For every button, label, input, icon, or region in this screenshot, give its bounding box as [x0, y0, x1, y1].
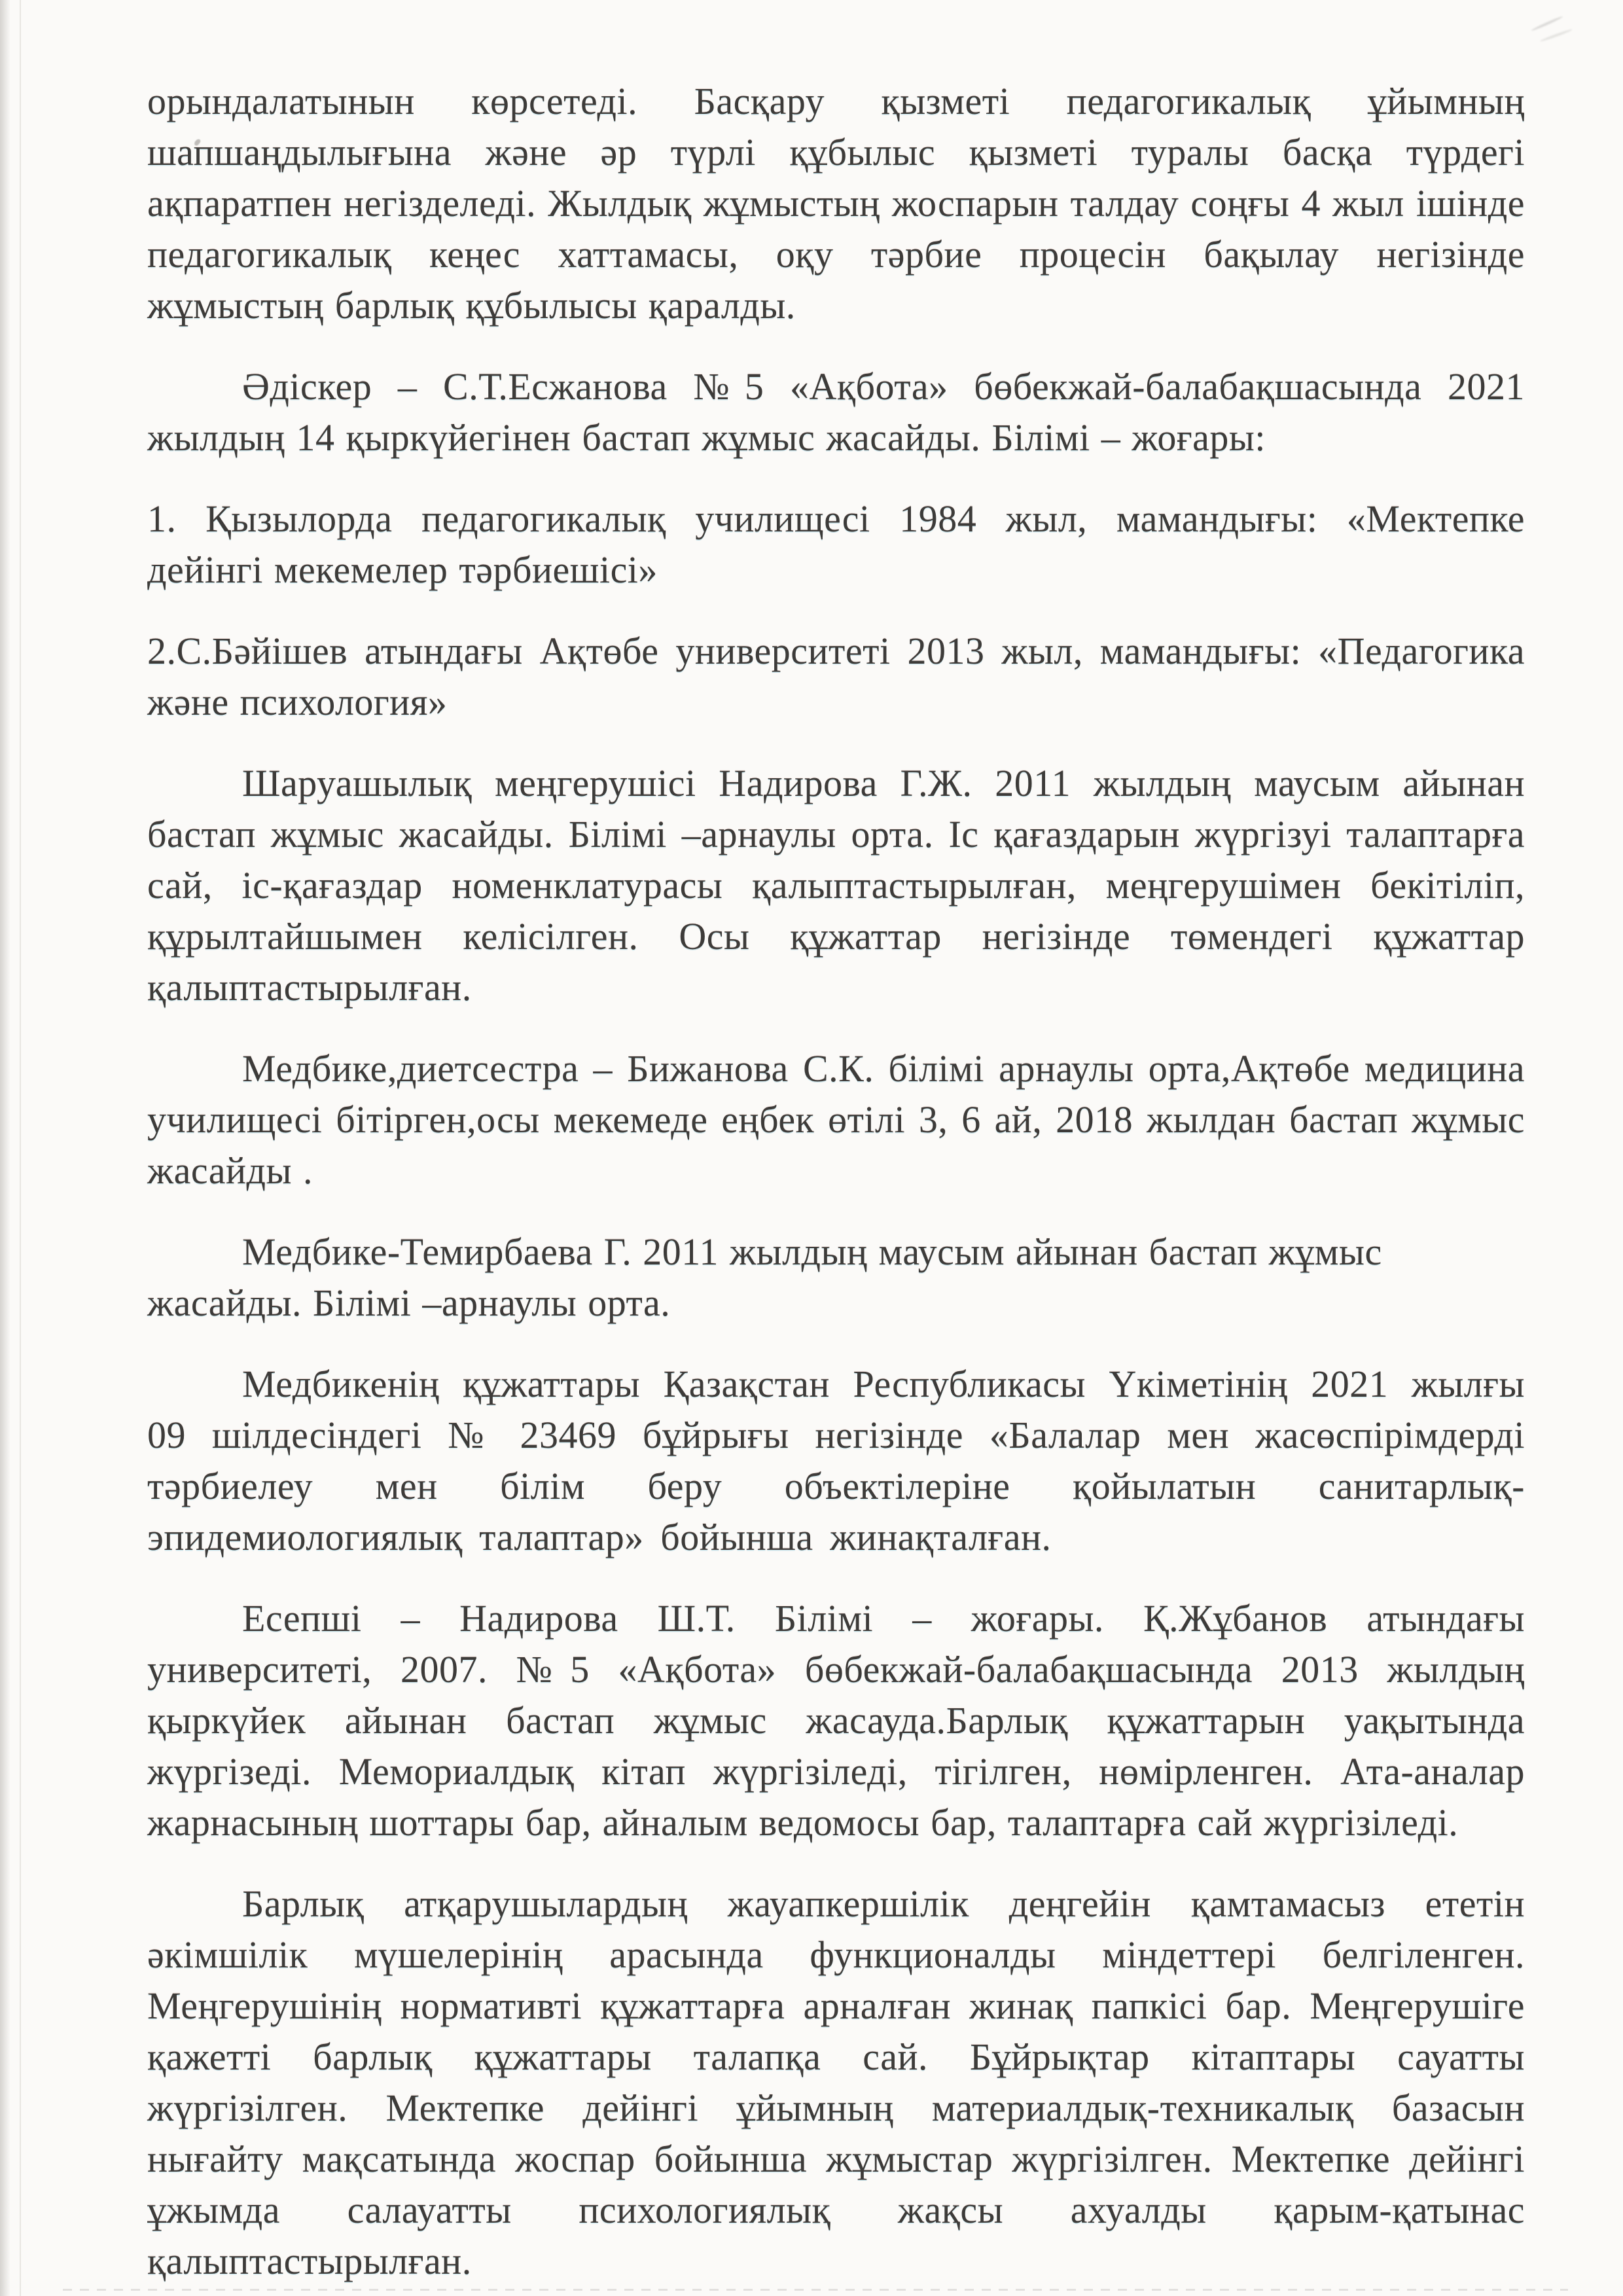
paragraph-management-activity: орындалатынын көрсетеді. Басқару қызметі педагогикалық ұйымның шапшаңдылығына және әр түрлі құбылыс қызметі туралы басқа түрдегі ақпаратпен негізделеді. Жылдық жұмыстың жоспарын талдау соңғы 4 жыл ішінде педагогикалық кеңес хаттамасы, оқу тәрбие процесін бақылау негізінде жұмыстың барлық құбылысы қаралды.	[147, 80, 1525, 327]
scan-smudge-stroke	[1531, 16, 1563, 32]
scanner-edge-shadow	[0, 0, 10, 2296]
paragraph-household-manager: Шаруашылық меңгерушісі Надирова Г.Ж. 2011 жылдың маусым айынан бастап жұмыс жасайды. Білімі –арнаулы орта. Іс қағаздарын жүргізуі талаптарға сай, іс-қағаздар номенклатурасы қалыптастырылған, меңгерушімен бекітіліп, құрылтайшымен келісілген. Осы құжаттар негізінде төмендегі құжаттар қалыптастырылған.	[147, 762, 1525, 1009]
scan-noise-line	[63, 2289, 1568, 2291]
paragraph-nurse-temirbaeva: Медбике-Темирбаева Г. 2011 жылдың маусым айынан бастап жұмыс жасайды. Білімі –арнаулы орта.	[147, 1230, 1382, 1324]
paragraph-nurse-dietitian: Медбике,диетсестра – Бижанова С.К. білімі арнаулы орта,Ақтөбе медицина училищесі бітірген,осы мекемеде еңбек өтілі 3, 6 ай, 2018 жылдан бастап жұмыс жасайды .	[147, 1047, 1525, 1192]
list-item-education-1: 1. Қызылорда педагогикалық училищесі 1984 жыл, мамандығы: «Мектепке дейінгі мекемелер тәрбиешісі»	[147, 497, 1525, 591]
paragraph-methodologist: Әдіскер – С.Т.Есжанова №5 «Ақбота» бөбекжай-балабақшасында 2021 жылдың 14 қыркүйегінен бастап жұмыс жасайды. Білімі – жоғары:	[147, 365, 1525, 459]
paragraph-nurse-documents: Медбикенің құжаттары Қазақстан Республикасы Үкіметінің 2021 жылғы 09 шілдесіндегі № 23469 бұйрығы негізінде «Балалар мен жасөспірімдерді тәрбиелеу мен білім беру объектілеріне қойылатын санитарлық-эпидемиологиялық талаптар» бойынша жинақталған.	[147, 1363, 1525, 1558]
paragraph-administration-duties: Барлық атқарушылардың жауапкершілік деңгейін қамтамасыз ететін әкімшілік мүшелерінің арасында функционалды міндеттері белгіленген. Меңгерушінің нормативті құжаттарға арналған жинақ папкісі бар. Меңгерушіге қажетті барлық құжаттары талапқа сай. Бұйрықтар кітаптары сауатты жүргізілген. Мектепке дейінгі ұйымның материалдық-техникалық базасын нығайту мақсатында жоспар бойынша жұмыстар жүргізілген. Мектепке дейінгі ұжымда салауатты психологиялық жақсы ахуалды қарым-қатынас қалыптастырылған.	[147, 1882, 1525, 2282]
paragraph-accountant: Есепші – Надирова Ш.Т. Білімі – жоғары. Қ.Жұбанов атындағы университеті, 2007. №5 «Ақбота» бөбекжай-балабақшасында 2013 жылдың қыркүйек айынан бастап жұмыс жасауда.Барлық құжаттарын уақытында жүргізеді. Мемориалдық кітап жүргізіледі, тігілген, нөмірленген. Ата-аналар жарнасының шоттары бар, айналым ведомосы бар, талаптарға сай жүргізіледі.	[147, 1597, 1525, 1844]
list-item-education-2: 2.С.Бәйішев атындағы Ақтөбе университеті 2013 жыл, мамандығы: «Педагогика және психология»	[147, 630, 1525, 723]
scan-smudge-stroke	[1540, 28, 1573, 43]
scan-smudge-mark	[1530, 17, 1576, 47]
page-crease-line	[20, 0, 21, 2296]
